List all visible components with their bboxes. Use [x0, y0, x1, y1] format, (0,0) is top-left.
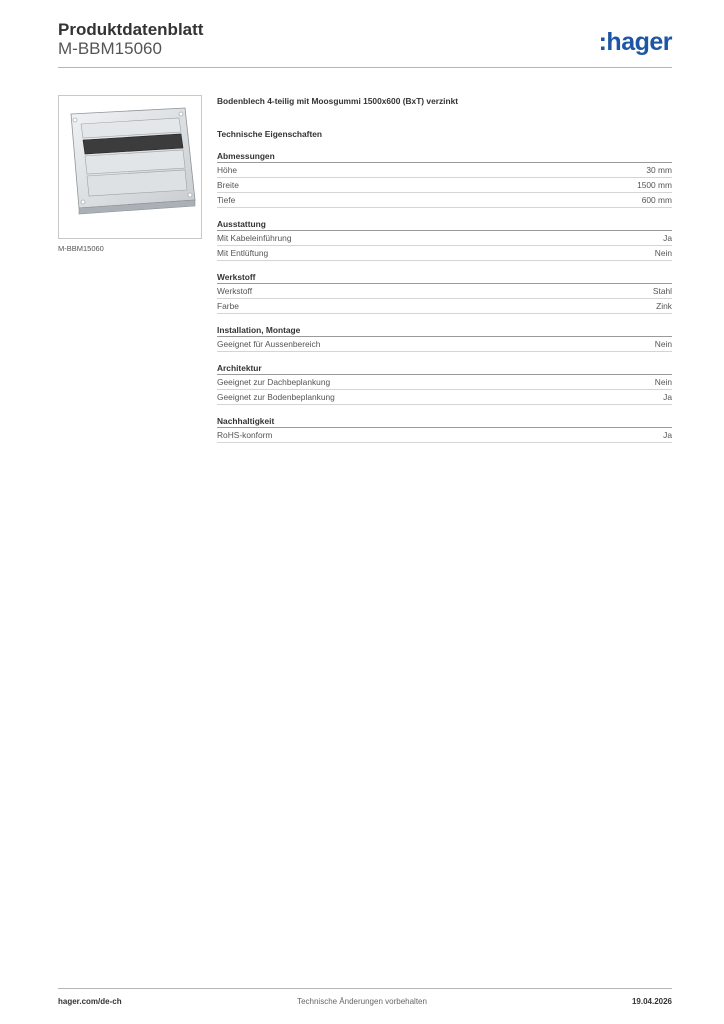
- section-title: Ausstattung: [217, 218, 672, 231]
- spec-row: [217, 299, 672, 314]
- spec-value: Ja: [663, 233, 672, 243]
- spec-value: 1500 mm: [637, 180, 672, 190]
- spec-label: Breite: [217, 180, 239, 190]
- spec-row: [217, 390, 672, 405]
- spec-sections: [217, 150, 672, 443]
- technical-properties-heading: Technische Eigenschaften: [217, 129, 323, 139]
- spec-row: [217, 284, 672, 299]
- product-image: [58, 95, 202, 239]
- floor-plate-illustration: [59, 96, 201, 238]
- spec-content: [217, 94, 672, 443]
- spec-section: [217, 218, 672, 261]
- spec-value: Ja: [663, 430, 672, 440]
- footer-notice: Technische Änderungen vorbehalten: [297, 997, 427, 1006]
- spec-label: Tiefe: [217, 195, 236, 205]
- spec-label: Werkstoff: [217, 286, 253, 296]
- spec-value: Stahl: [652, 286, 672, 296]
- page-title: Produktdatenblatt: [58, 20, 204, 39]
- header-divider: [58, 67, 672, 68]
- section-title: Nachhaltigkeit: [217, 415, 672, 428]
- spec-row: [217, 246, 672, 261]
- spec-value: 30 mm: [646, 165, 672, 175]
- hager-logo: :hager: [598, 28, 672, 56]
- section-title: Werkstoff: [217, 271, 672, 284]
- spec-value: Ja: [663, 392, 672, 402]
- spec-value: 600 mm: [641, 195, 672, 205]
- footer-website: hager.com/de-ch: [58, 997, 122, 1006]
- spec-label: Farbe: [217, 301, 239, 311]
- spec-label: Mit Kabeleinführung: [217, 233, 292, 243]
- spec-section: [217, 324, 672, 352]
- spec-label: Höhe: [217, 165, 238, 175]
- spec-row: [217, 337, 672, 352]
- footer-date: 19.04.2026: [631, 997, 672, 1006]
- spec-label: RoHS-konform: [217, 430, 273, 440]
- spec-label: Geeignet zur Bodenbeplankung: [217, 392, 335, 402]
- image-caption: M-BBM15060: [58, 244, 104, 253]
- section-title: Architektur: [217, 362, 672, 375]
- spec-row: [217, 375, 672, 390]
- spec-row: [217, 428, 672, 443]
- spec-value: Nein: [654, 248, 672, 258]
- spec-section: [217, 362, 672, 405]
- spec-label: Geeignet für Aussenbereich: [217, 339, 321, 349]
- spec-label: Geeignet zur Dachbeplankung: [217, 377, 331, 387]
- footer-divider: [58, 988, 672, 989]
- section-title: Installation, Montage: [217, 324, 672, 337]
- spec-value: Zink: [656, 301, 672, 311]
- spec-value: Nein: [654, 339, 672, 349]
- spec-value: Nein: [654, 377, 672, 387]
- product-title: Bodenblech 4-teilig mit Moosgummi 1500x600 (BxT) verzinkt: [217, 96, 459, 106]
- spec-section: [217, 271, 672, 314]
- section-title: Abmessungen: [217, 150, 672, 163]
- spec-row: [217, 193, 672, 208]
- spec-section: [217, 415, 672, 443]
- spec-row: [217, 178, 672, 193]
- spec-label: Mit Entlüftung: [217, 248, 269, 258]
- spec-section: [217, 150, 672, 208]
- spec-row: [217, 231, 672, 246]
- spec-row: [217, 163, 672, 178]
- article-number: M-BBM15060: [58, 39, 162, 58]
